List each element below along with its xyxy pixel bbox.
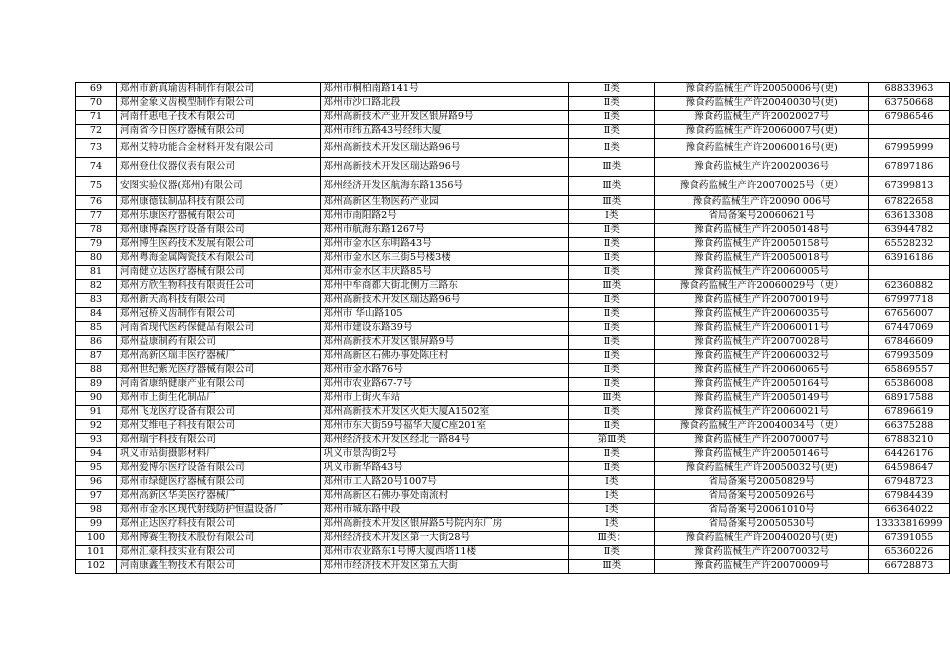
company-name-cell: 郑州市绿健医疗器械有限公司 [116, 476, 320, 490]
company-name-cell: 郑州高新区瑞丰医疗器械厂 [116, 350, 320, 364]
device-class-cell: Ⅱ类 [569, 350, 655, 364]
table-row [76, 420, 950, 434]
address-cell: 郑州市金水区丰庆路85号 [320, 266, 569, 280]
phone-cell [868, 266, 949, 280]
address-cell: 郑州高新区石佛办事处陈庄村 [320, 350, 569, 364]
license-number-cell: 豫食药监械生产许20050006号(更) [655, 83, 868, 97]
phone-cell: 64426176 [868, 448, 949, 462]
company-name-cell: 郑州飞龙医疗设备有限公司 [116, 406, 320, 420]
device-class-cell: Ⅲ类 [569, 392, 655, 406]
row-number: 73 [76, 139, 117, 158]
phone-cell: 66728873 [868, 560, 949, 574]
company-name-cell: 郑州市上街生化制品厂 [116, 392, 320, 406]
table-row [76, 177, 950, 196]
table-row [76, 546, 950, 560]
row-number: 78 [76, 224, 117, 238]
company-name-cell: 郑州高新区华美医疗器械厂 [116, 490, 320, 504]
table-row [76, 252, 950, 266]
phone-cell: 67948723 [868, 476, 949, 490]
license-number-cell: 豫食药监械生产许20070028号 [655, 336, 868, 350]
company-name-cell: 郑州博赛生物技术股份有限公司 [116, 532, 320, 546]
license-number-cell: 省局备案号20050530号 [655, 518, 868, 532]
table-row [76, 462, 950, 476]
address-cell: 郑州市上街火车站 [320, 392, 569, 406]
table-row [76, 210, 950, 224]
row-number: 72 [76, 125, 117, 139]
table-row [76, 238, 950, 252]
license-number-cell: 豫食药监械生产许20070009号 [655, 560, 868, 574]
device-class-cell: Ⅱ类 [569, 448, 655, 462]
phone-cell: 67391055 [868, 532, 949, 546]
row-number: 91 [76, 406, 117, 420]
device-class-cell: Ⅱ类 [569, 111, 655, 125]
address-cell: 郑州市金水路76号 [320, 364, 569, 378]
table-row [76, 406, 950, 420]
row-number: 89 [76, 378, 117, 392]
table-row [76, 280, 950, 294]
phone-cell: 67986546 [868, 111, 949, 125]
table-row [76, 560, 950, 574]
table-row [76, 97, 950, 111]
table-row [76, 504, 950, 518]
address-cell: 郑州市金水区东明路43号 [320, 238, 569, 252]
phone-cell: 67846609 [868, 336, 949, 350]
phone-cell: 67896619 [868, 406, 949, 420]
phone-cell: 66375288 [868, 420, 949, 434]
license-number-cell: 豫食药监械生产许20060065号 [655, 364, 868, 378]
table-row [76, 322, 950, 336]
company-name-cell: 郑州登仕仪器仪表有限公司 [116, 158, 320, 177]
company-name-cell: 郑州艾特功能合金材料开发有限公司 [116, 139, 320, 158]
company-name-cell: 郑州益康制药有限公司 [116, 336, 320, 350]
license-number-cell: 豫食药监械生产许20050018号 [655, 252, 868, 266]
device-class-cell: Ⅱ类 [569, 294, 655, 308]
license-number-cell: 豫食药监械生产许20050032号(更) [655, 462, 868, 476]
table-row [76, 224, 950, 238]
table-row [76, 490, 950, 504]
row-number: 97 [76, 490, 117, 504]
address-cell: 郑州经济技术开发区经北一路84号 [320, 434, 569, 448]
row-number: 95 [76, 462, 117, 476]
company-name-cell: 安图实验仪器(郑州)有限公司 [116, 177, 320, 196]
phone-cell: 63916186 [868, 252, 949, 266]
row-number: 69 [76, 83, 117, 97]
device-class-cell: Ⅱ类 [569, 462, 655, 476]
phone-cell: 63750668 [868, 97, 949, 111]
license-number-cell: 豫食药监械生产许20070007号 [655, 434, 868, 448]
row-number: 88 [76, 364, 117, 378]
phone-cell: 67997718 [868, 294, 949, 308]
phone-cell: 65360226 [868, 546, 949, 560]
device-class-cell: Ⅱ类 [569, 139, 655, 158]
address-cell: 郑州高新技术开发区火炬大厦A1502室 [320, 406, 569, 420]
company-name-cell: 郑州新天高科技有限公司 [116, 294, 320, 308]
table-row [76, 308, 950, 322]
license-number-cell: 豫食药监械生产许20060005号 [655, 266, 868, 280]
license-number-cell: 豫食药监械生产许20020036号 [655, 158, 868, 177]
device-class-cell: Ⅰ类 [569, 210, 655, 224]
device-class-cell: Ⅱ类 [569, 238, 655, 252]
device-class-cell: Ⅰ类 [569, 504, 655, 518]
device-class-cell: Ⅱ类 [569, 266, 655, 280]
company-name-cell: 郑州康博森医疗设备有限公司 [116, 224, 320, 238]
device-class-cell: Ⅱ类 [569, 224, 655, 238]
table-row [76, 378, 950, 392]
license-number-cell: 豫食药监械生产许20090 006号 [655, 196, 868, 210]
row-number: 86 [76, 336, 117, 350]
license-number-cell: 省局备案号20061010号 [655, 504, 868, 518]
table-row [76, 476, 950, 490]
address-cell: 郑州市桐柏南路141号 [320, 83, 569, 97]
address-cell: 郑州高新技术开发区银屏路9号 [320, 336, 569, 350]
device-class-cell: Ⅲ类 [569, 560, 655, 574]
company-name-cell: 郑州方欣生物科技有限责任公司 [116, 280, 320, 294]
device-class-cell: Ⅱ类 [569, 308, 655, 322]
company-name-cell: 郑州汇豪科技实业有限公司 [116, 546, 320, 560]
device-class-cell: Ⅱ类 [569, 336, 655, 350]
address-cell: 郑州高新技术产业开发区银屏路9号 [320, 111, 569, 125]
address-cell: 郑州市沙口路北段 [320, 97, 569, 111]
row-number: 102 [76, 560, 117, 574]
device-class-cell: Ⅱ类 [569, 252, 655, 266]
row-number: 82 [76, 280, 117, 294]
table-row [76, 196, 950, 210]
device-class-cell: Ⅰ类 [569, 518, 655, 532]
license-number-cell: 豫食药监械生产许20060029号（更） [655, 280, 868, 294]
table-row [76, 266, 950, 280]
phone-cell: 63613308 [868, 210, 949, 224]
license-number-cell: 豫食药监械生产许20060032号 [655, 350, 868, 364]
company-name-cell: 郑州爱博尔医疗设备有限公司 [116, 462, 320, 476]
row-number: 75 [76, 177, 117, 196]
phone-cell: 67399813 [868, 177, 949, 196]
table-row [76, 392, 950, 406]
company-table [75, 82, 950, 574]
company-name-cell: 郑州博生医药技术发展有限公司 [116, 238, 320, 252]
row-number: 80 [76, 252, 117, 266]
address-cell: 郑州高新技术开发区瑞达路96号 [320, 158, 569, 177]
row-number: 84 [76, 308, 117, 322]
table-row [76, 125, 950, 139]
address-cell: 郑州经济技术开发区第一大街28号 [320, 532, 569, 546]
phone-cell: 65869557 [868, 364, 949, 378]
company-name-cell: 郑州冠桥义齿制作有限公司 [116, 308, 320, 322]
license-number-cell: 豫食药监械生产许20060021号 [655, 406, 868, 420]
company-name-cell: 郑州乐康医疗器械有限公司 [116, 210, 320, 224]
address-cell: 郑州高新技术开发区瑞达路96号 [320, 139, 569, 158]
row-number: 77 [76, 210, 117, 224]
device-class-cell: Ⅲ类 [569, 158, 655, 177]
phone-cell: 67897186 [868, 158, 949, 177]
device-class-cell: Ⅱ类 [569, 322, 655, 336]
address-cell: 郑州市纬五路43号经纬大厦 [320, 125, 569, 139]
device-class-cell: Ⅱ类 [569, 378, 655, 392]
license-number-cell: 豫食药监械生产许20060016号(更) [655, 139, 868, 158]
company-name-cell: 河南省现代医药保健品有限公司 [116, 322, 320, 336]
device-class-cell: Ⅲ类 [569, 280, 655, 294]
row-number: 85 [76, 322, 117, 336]
table-row [76, 434, 950, 448]
device-class-cell: Ⅲ类 [569, 196, 655, 210]
row-number: 79 [76, 238, 117, 252]
row-number: 74 [76, 158, 117, 177]
phone-cell: 62360882 [868, 280, 949, 294]
phone-cell: 65528232 [868, 238, 949, 252]
table-row [76, 294, 950, 308]
company-name-cell: 郑州康德钛制品科技有限公司 [116, 196, 320, 210]
company-name-cell: 郑州粤海金属陶瓷技术有限公司 [116, 252, 320, 266]
device-class-cell: Ⅱ类 [569, 97, 655, 111]
company-name-cell: 郑州世纪紫光医疗器械有限公司 [116, 364, 320, 378]
address-cell: 郑州市南阳路2号 [320, 210, 569, 224]
company-name-cell: 河南省今日医疗器械有限公司 [116, 125, 320, 139]
address-cell: 郑州中牟商都大街北侧万三路东 [320, 280, 569, 294]
address-cell: 郑州经济开发区航海东路1356号 [320, 177, 569, 196]
phone-cell: 67984439 [868, 490, 949, 504]
company-name-cell: 巩义市站街摄影材料厂 [116, 448, 320, 462]
address-cell: 郑州市东大街59号福华大厦C座201室 [320, 420, 569, 434]
row-number: 90 [76, 392, 117, 406]
row-number: 83 [76, 294, 117, 308]
address-cell: 巩义市景沟街2号 [320, 448, 569, 462]
address-cell: 郑州高新技术开发区瑞达路96号 [320, 294, 569, 308]
company-name-cell: 河南康鑫生物技术有限公司 [116, 560, 320, 574]
table-row [76, 158, 950, 177]
phone-cell: 65386008 [868, 378, 949, 392]
address-cell: 郑州高新区石佛办事处南流村 [320, 490, 569, 504]
license-number-cell: 豫食药监械生产许20050164号 [655, 378, 868, 392]
device-class-cell: Ⅲ类 [569, 177, 655, 196]
row-number: 81 [76, 266, 117, 280]
address-cell: 郑州市建设东路39号 [320, 322, 569, 336]
phone-cell [868, 125, 949, 139]
table-row [76, 139, 950, 158]
row-number: 93 [76, 434, 117, 448]
license-number-cell: 豫食药监械生产许20060035号 [655, 308, 868, 322]
address-cell: 郑州市农业路67-7号 [320, 378, 569, 392]
table-row [76, 518, 950, 532]
table-row [76, 364, 950, 378]
license-number-cell: 豫食药监械生产许20040020号(更) [655, 532, 868, 546]
license-number-cell: 省局备案号20050829号 [655, 476, 868, 490]
phone-cell: 67993509 [868, 350, 949, 364]
license-number-cell: 豫食药监械生产许20070019号 [655, 294, 868, 308]
license-number-cell: 省局备案号20050926号 [655, 490, 868, 504]
device-class-cell: Ⅱ类 [569, 406, 655, 420]
company-name-cell: 河南省康纳健康产业有限公司 [116, 378, 320, 392]
phone-cell: 68917588 [868, 392, 949, 406]
phone-cell: 67447069 [868, 322, 949, 336]
company-name-cell: 河南健立达医疗器械有限公司 [116, 266, 320, 280]
device-class-cell: Ⅱ类 [569, 125, 655, 139]
company-name-cell: 郑州市金水区现代射线防护恒温设备厂 [116, 504, 320, 518]
company-name-cell: 郑州艾维电子科技有限公司 [116, 420, 320, 434]
address-cell: 郑州市农业路东1号博大厦西塔11楼 [320, 546, 569, 560]
company-name-cell: 郑州市新真瑜齿科制作有限公司 [116, 83, 320, 97]
row-number: 94 [76, 448, 117, 462]
company-table-body [76, 83, 950, 574]
table-row [76, 111, 950, 125]
address-cell: 郑州市航海东路1267号 [320, 224, 569, 238]
license-number-cell: 豫食药监械生产许20060011号 [655, 322, 868, 336]
address-cell: 郑州市金水区东三街5号楼3楼 [320, 252, 569, 266]
address-cell: 郑州市工人路20号1007号 [320, 476, 569, 490]
row-number: 87 [76, 350, 117, 364]
license-number-cell: 豫食药监械生产许20050148号 [655, 224, 868, 238]
row-number: 71 [76, 111, 117, 125]
phone-cell: 67822658 [868, 196, 949, 210]
device-class-cell: Ⅱ类 [569, 546, 655, 560]
license-number-cell: 豫食药监械生产许20020027号 [655, 111, 868, 125]
row-number: 100 [76, 532, 117, 546]
phone-cell: 66364022 [868, 504, 949, 518]
device-class-cell: Ⅲ类： [569, 532, 655, 546]
company-name-cell: 河南仟惠电子技术有限公司 [116, 111, 320, 125]
phone-cell: 13333816999 [868, 518, 949, 532]
row-number: 76 [76, 196, 117, 210]
license-number-cell: 豫食药监械生产许20050158号 [655, 238, 868, 252]
row-number: 99 [76, 518, 117, 532]
table-row [76, 350, 950, 364]
phone-cell: 68833963 [868, 83, 949, 97]
phone-cell: 63944782 [868, 224, 949, 238]
phone-cell: 67995999 [868, 139, 949, 158]
table-row [76, 83, 950, 97]
license-number-cell: 豫食药监械生产许20040034号（更） [655, 420, 868, 434]
address-cell: 郑州高新区生物医药产业园 [320, 196, 569, 210]
phone-cell: 67656007 [868, 308, 949, 322]
address-cell: 巩义市新华路43号 [320, 462, 569, 476]
license-number-cell: 豫食药监械生产许20050146号 [655, 448, 868, 462]
device-class-cell: Ⅰ类 [569, 490, 655, 504]
license-number-cell: 省局备案号20060621号 [655, 210, 868, 224]
phone-cell: 64598647 [868, 462, 949, 476]
address-cell: 郑州市经济技术开发区第五大街 [320, 560, 569, 574]
address-cell: 郑州高新技术开发区银屏路5号院内东厂房 [320, 518, 569, 532]
address-cell: 郑州市城东路中段 [320, 504, 569, 518]
company-name-cell: 郑州瑞宇科技有限公司 [116, 434, 320, 448]
row-number: 101 [76, 546, 117, 560]
phone-cell: 67883210 [868, 434, 949, 448]
license-number-cell: 豫食药监械生产许20040030号(更) [655, 97, 868, 111]
table-row [76, 336, 950, 350]
row-number: 98 [76, 504, 117, 518]
row-number: 92 [76, 420, 117, 434]
license-number-cell: 豫食药监械生产许20070025号（更） [655, 177, 868, 196]
device-class-cell: 第Ⅲ类 [569, 434, 655, 448]
license-number-cell: 豫食药监械生产许20050149号 [655, 392, 868, 406]
license-number-cell: 豫食药监械生产许20070032号 [655, 546, 868, 560]
company-name-cell: 郑州金象义齿模型制作有限公司 [116, 97, 320, 111]
row-number: 96 [76, 476, 117, 490]
company-name-cell: 郑州正达医疗科技有限公司 [116, 518, 320, 532]
table-row [76, 532, 950, 546]
device-class-cell: Ⅱ类 [569, 364, 655, 378]
row-number: 70 [76, 97, 117, 111]
license-number-cell: 豫食药监械生产许20060007号(更) [655, 125, 868, 139]
device-class-cell: Ⅱ类 [569, 83, 655, 97]
device-class-cell: Ⅱ类 [569, 420, 655, 434]
table-row [76, 448, 950, 462]
address-cell: 郑州市 华山路105 [320, 308, 569, 322]
device-class-cell: Ⅰ类 [569, 476, 655, 490]
